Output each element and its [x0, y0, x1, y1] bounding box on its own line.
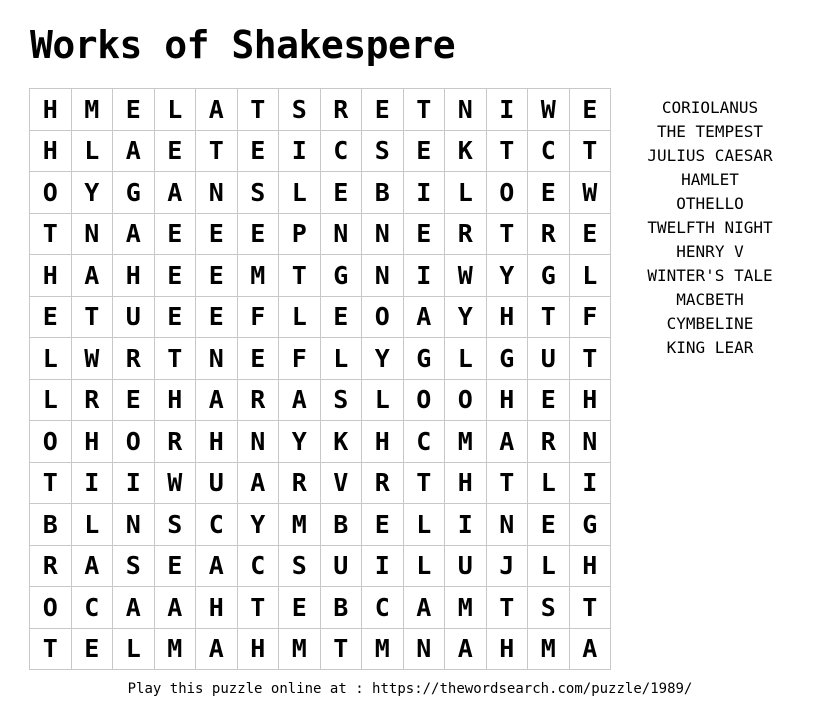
grid-cell[interactable]: L — [404, 504, 446, 546]
grid-cell[interactable]: C — [196, 504, 238, 546]
grid-cell[interactable]: H — [196, 587, 238, 629]
grid-cell[interactable]: B — [321, 504, 363, 546]
grid-cell[interactable]: E — [321, 297, 363, 339]
grid-cell[interactable]: E — [404, 131, 446, 173]
grid-cell[interactable]: L — [321, 338, 363, 380]
grid-cell[interactable]: I — [404, 172, 446, 214]
grid-cell[interactable]: L — [155, 89, 197, 131]
grid-cell[interactable]: M — [279, 629, 321, 671]
grid-cell[interactable]: R — [362, 463, 404, 505]
grid-cell[interactable]: C — [404, 421, 446, 463]
grid-cell[interactable]: A — [72, 546, 114, 588]
grid-cell[interactable]: L — [528, 546, 570, 588]
grid-cell[interactable]: O — [404, 380, 446, 422]
grid-cell[interactable]: U — [321, 546, 363, 588]
grid-cell[interactable]: T — [30, 214, 72, 256]
grid-cell[interactable]: R — [279, 463, 321, 505]
grid-cell[interactable]: H — [155, 380, 197, 422]
grid-cell[interactable]: C — [528, 131, 570, 173]
grid-cell[interactable]: E — [196, 255, 238, 297]
word-list-item: CYMBELINE — [666, 314, 754, 333]
grid-cell[interactable]: T — [570, 131, 612, 173]
grid-cell[interactable]: T — [238, 587, 280, 629]
grid-cell[interactable]: E — [155, 255, 197, 297]
grid-cell[interactable]: H — [196, 421, 238, 463]
word-list-item: TWELFTH NIGHT — [647, 218, 773, 237]
grid-cell[interactable]: A — [155, 587, 197, 629]
grid-cell[interactable]: T — [30, 463, 72, 505]
grid-cell[interactable]: M — [72, 89, 114, 131]
grid-cell[interactable]: O — [362, 297, 404, 339]
grid-cell[interactable]: F — [279, 338, 321, 380]
grid-cell[interactable]: T — [238, 89, 280, 131]
grid-cell[interactable]: L — [30, 338, 72, 380]
word-list-item: KING LEAR — [666, 338, 754, 357]
grid-cell[interactable]: T — [487, 587, 529, 629]
grid-cell[interactable]: Y — [72, 172, 114, 214]
grid-cell[interactable]: M — [445, 421, 487, 463]
grid-cell[interactable]: E — [238, 338, 280, 380]
grid-cell[interactable]: L — [72, 131, 114, 173]
grid-cell[interactable]: H — [113, 255, 155, 297]
grid-cell[interactable]: A — [196, 629, 238, 671]
word-list-item: HENRY V — [676, 242, 744, 261]
grid-cell[interactable]: U — [113, 297, 155, 339]
grid-cell[interactable]: E — [570, 89, 612, 131]
grid-cell[interactable]: I — [570, 463, 612, 505]
grid-cell[interactable]: W — [570, 172, 612, 214]
grid-cell[interactable]: H — [238, 629, 280, 671]
grid-cell[interactable]: E — [155, 131, 197, 173]
grid-cell[interactable]: W — [445, 255, 487, 297]
word-list-item: OTHELLO — [676, 194, 744, 213]
grid-cell[interactable]: E — [238, 131, 280, 173]
grid-cell[interactable]: E — [113, 89, 155, 131]
grid-cell[interactable]: G — [321, 255, 363, 297]
grid-cell[interactable]: O — [445, 380, 487, 422]
grid-cell[interactable]: N — [72, 214, 114, 256]
word-list-item: MACBETH — [676, 290, 744, 309]
letter-grid — [29, 88, 611, 670]
grid-cell[interactable]: G — [570, 504, 612, 546]
grid-cell[interactable]: M — [362, 629, 404, 671]
grid-cell[interactable]: S — [155, 504, 197, 546]
grid-cell[interactable]: E — [30, 297, 72, 339]
grid-cell[interactable]: M — [528, 629, 570, 671]
grid-cell[interactable]: N — [362, 214, 404, 256]
grid-cell[interactable]: E — [279, 587, 321, 629]
grid-cell[interactable]: I — [487, 89, 529, 131]
grid-cell[interactable]: Y — [238, 504, 280, 546]
grid-cell[interactable]: L — [570, 255, 612, 297]
grid-cell[interactable]: C — [72, 587, 114, 629]
grid-cell[interactable]: N — [238, 421, 280, 463]
grid-cell[interactable]: H — [487, 297, 529, 339]
grid-cell[interactable]: A — [155, 172, 197, 214]
grid-cell[interactable]: R — [72, 380, 114, 422]
grid-cell[interactable]: N — [113, 504, 155, 546]
grid-cell[interactable]: T — [487, 463, 529, 505]
grid-cell[interactable]: H — [487, 380, 529, 422]
grid-cell[interactable]: S — [238, 172, 280, 214]
grid-cell[interactable]: G — [528, 255, 570, 297]
grid-cell[interactable]: H — [30, 131, 72, 173]
grid-cell[interactable]: C — [238, 546, 280, 588]
grid-cell[interactable]: E — [155, 546, 197, 588]
grid-cell[interactable]: B — [321, 587, 363, 629]
grid-cell[interactable]: E — [155, 214, 197, 256]
grid-cell[interactable]: F — [238, 297, 280, 339]
grid-cell[interactable]: M — [238, 255, 280, 297]
grid-cell[interactable]: Y — [487, 255, 529, 297]
grid-cell[interactable]: A — [196, 380, 238, 422]
grid-cell[interactable]: I — [404, 255, 446, 297]
grid-cell[interactable]: L — [528, 463, 570, 505]
grid-cell[interactable]: P — [279, 214, 321, 256]
grid-cell[interactable]: I — [72, 463, 114, 505]
grid-cell[interactable]: A — [113, 131, 155, 173]
grid-cell[interactable]: L — [445, 338, 487, 380]
grid-cell[interactable]: Y — [279, 421, 321, 463]
grid-cell[interactable]: I — [279, 131, 321, 173]
grid-cell[interactable]: Y — [362, 338, 404, 380]
grid-cell[interactable]: H — [72, 421, 114, 463]
grid-cell[interactable]: L — [72, 504, 114, 546]
grid-cell[interactable]: L — [279, 297, 321, 339]
grid-cell[interactable]: A — [404, 297, 446, 339]
grid-cell[interactable]: L — [445, 172, 487, 214]
grid-cell[interactable]: T — [404, 463, 446, 505]
word-list-item: JULIUS CAESAR — [647, 146, 773, 165]
puzzle-title: Works of Shakespere — [30, 23, 456, 67]
grid-cell[interactable]: A — [113, 587, 155, 629]
grid-cell[interactable]: T — [570, 587, 612, 629]
grid-cell[interactable]: G — [404, 338, 446, 380]
word-list-item: THE TEMPEST — [657, 122, 763, 141]
grid-cell[interactable]: L — [279, 172, 321, 214]
grid-cell[interactable]: E — [362, 504, 404, 546]
grid-cell[interactable]: Y — [445, 297, 487, 339]
grid-cell[interactable]: B — [362, 172, 404, 214]
grid-cell[interactable]: C — [321, 131, 363, 173]
grid-cell[interactable]: A — [238, 463, 280, 505]
grid-cell[interactable]: B — [30, 504, 72, 546]
grid-cell[interactable]: O — [113, 421, 155, 463]
grid-cell[interactable]: A — [279, 380, 321, 422]
grid-cell[interactable]: O — [30, 172, 72, 214]
grid-cell[interactable]: S — [321, 380, 363, 422]
grid-cell[interactable]: E — [528, 172, 570, 214]
grid-cell[interactable]: E — [570, 214, 612, 256]
grid-cell[interactable]: G — [487, 338, 529, 380]
grid-cell[interactable]: E — [404, 214, 446, 256]
grid-cell[interactable]: R — [321, 89, 363, 131]
grid-cell[interactable]: A — [445, 629, 487, 671]
grid-cell[interactable]: N — [487, 504, 529, 546]
grid-cell[interactable]: A — [113, 214, 155, 256]
grid-cell[interactable]: I — [362, 546, 404, 588]
word-list-item: CORIOLANUS — [661, 98, 759, 117]
grid-cell[interactable]: T — [196, 131, 238, 173]
grid-cell[interactable]: H — [362, 421, 404, 463]
grid-cell[interactable]: H — [487, 629, 529, 671]
grid-cell[interactable]: S — [279, 89, 321, 131]
grid-cell[interactable]: R — [528, 214, 570, 256]
grid-cell[interactable]: K — [321, 421, 363, 463]
grid-cell[interactable]: N — [445, 89, 487, 131]
grid-cell[interactable]: T — [487, 131, 529, 173]
grid-cell[interactable]: S — [279, 546, 321, 588]
grid-cell[interactable]: O — [30, 587, 72, 629]
grid-cell[interactable]: T — [321, 629, 363, 671]
grid-cell[interactable]: N — [362, 255, 404, 297]
grid-cell[interactable]: H — [30, 255, 72, 297]
grid-cell[interactable]: L — [362, 380, 404, 422]
word-list-item: WINTER'S TALE — [647, 266, 773, 285]
grid-cell[interactable]: M — [279, 504, 321, 546]
grid-cell[interactable]: N — [570, 421, 612, 463]
footer-text: Play this puzzle online at : https://thewordsearch.com/puzzle/1989/ — [127, 681, 693, 697]
grid-cell[interactable]: L — [30, 380, 72, 422]
grid-cell[interactable]: T — [528, 297, 570, 339]
grid-cell[interactable]: R — [113, 338, 155, 380]
grid-cell[interactable]: R — [238, 380, 280, 422]
grid-cell[interactable]: G — [113, 172, 155, 214]
grid-cell[interactable]: E — [113, 380, 155, 422]
grid-cell[interactable]: S — [362, 131, 404, 173]
grid-cell[interactable]: A — [72, 255, 114, 297]
grid-cell[interactable]: I — [445, 504, 487, 546]
grid-cell[interactable]: J — [487, 546, 529, 588]
grid-cell[interactable]: C — [362, 587, 404, 629]
grid-cell[interactable]: T — [279, 255, 321, 297]
grid-cell[interactable]: N — [404, 629, 446, 671]
grid-cell[interactable]: T — [155, 338, 197, 380]
grid-cell[interactable]: K — [445, 131, 487, 173]
grid-cell[interactable]: W — [72, 338, 114, 380]
grid-cell[interactable]: M — [155, 629, 197, 671]
grid-cell[interactable]: E — [196, 214, 238, 256]
grid-cell[interactable]: W — [155, 463, 197, 505]
grid-cell[interactable]: E — [196, 297, 238, 339]
grid-cell[interactable]: R — [30, 546, 72, 588]
grid-cell[interactable]: R — [445, 214, 487, 256]
grid-cell[interactable]: E — [528, 380, 570, 422]
grid-cell[interactable]: H — [570, 380, 612, 422]
grid-cell[interactable]: M — [445, 587, 487, 629]
grid-cell[interactable]: A — [487, 421, 529, 463]
grid-cell[interactable]: T — [487, 214, 529, 256]
grid-cell[interactable]: L — [113, 629, 155, 671]
grid-cell[interactable]: A — [196, 546, 238, 588]
grid-cell[interactable]: O — [30, 421, 72, 463]
grid-cell[interactable]: T — [72, 297, 114, 339]
grid-cell[interactable]: A — [404, 587, 446, 629]
grid-cell[interactable]: F — [570, 297, 612, 339]
grid-cell[interactable]: E — [362, 89, 404, 131]
grid-cell[interactable]: S — [113, 546, 155, 588]
grid-cell[interactable]: S — [528, 587, 570, 629]
grid-cell[interactable]: O — [487, 172, 529, 214]
grid-cell[interactable]: V — [321, 463, 363, 505]
grid-cell[interactable]: E — [321, 172, 363, 214]
grid-cell[interactable]: R — [155, 421, 197, 463]
grid-cell[interactable]: I — [113, 463, 155, 505]
grid-cell[interactable]: N — [196, 172, 238, 214]
grid-cell[interactable]: A — [570, 629, 612, 671]
grid-cell[interactable]: H — [570, 546, 612, 588]
word-list — [620, 96, 800, 360]
grid-cell[interactable]: H — [30, 89, 72, 131]
grid-cell[interactable]: E — [238, 214, 280, 256]
grid-cell[interactable]: R — [528, 421, 570, 463]
grid-cell[interactable]: U — [528, 338, 570, 380]
grid-cell[interactable]: E — [528, 504, 570, 546]
grid-cell[interactable]: T — [404, 89, 446, 131]
grid-cell[interactable]: T — [30, 629, 72, 671]
grid-cell[interactable]: W — [528, 89, 570, 131]
grid-cell[interactable]: N — [321, 214, 363, 256]
grid-cell[interactable]: U — [445, 546, 487, 588]
grid-cell[interactable]: H — [445, 463, 487, 505]
word-list-item: HAMLET — [681, 170, 739, 189]
grid-cell[interactable]: A — [196, 89, 238, 131]
grid-cell[interactable]: T — [570, 338, 612, 380]
grid-cell[interactable]: U — [196, 463, 238, 505]
grid-cell[interactable]: L — [404, 546, 446, 588]
grid-cell[interactable]: E — [72, 629, 114, 671]
grid-cell[interactable]: N — [196, 338, 238, 380]
grid-cell[interactable]: E — [155, 297, 197, 339]
